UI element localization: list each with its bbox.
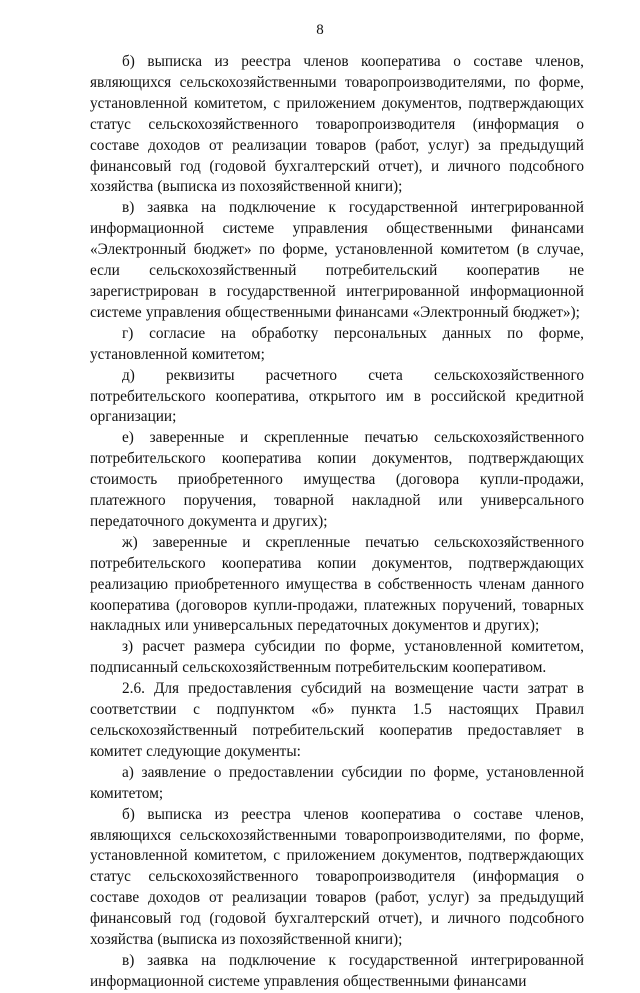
paragraph-b-member-registry-extract-repeat: б) выписка из реестра членов кооператива о составе членов, являющихся сельскохозяйственными товаропроизводителями, по форме, установленной комитетом, с приложением документов, подтверждающих статус сельскохозяйственного товаропроизводителя (информация о составе доходов от реализации товаров (работ, услуг) за предыдущий финансовый год (годовой бухгалтерский отчет), и личного подсобного хозяйства (выписка из похозяйственной книги); <box>90 805 584 949</box>
paragraph-d-bank-details: д) реквизиты расчетного счета сельскохозяйственного потребительского кооператива, открытого им в российской кредитной организации; <box>90 366 584 426</box>
paragraph-section-2-6: 2.6. Для предоставления субсидий на возмещение части затрат в соответствии с подпунктом «б» пункта 1.5 настоящих Правил сельскохозяйственный потребительский кооператив предоставляет в комитет следующие документы: <box>90 680 584 760</box>
paragraph-g-personal-data-consent: г) согласие на обработку персональных данных по форме, установленной комитетом; <box>90 324 584 363</box>
document-body <box>90 52 584 993</box>
paragraph-a-subsidy-application: а) заявление о предоставлении субсидии по форме, установленной комитетом; <box>90 763 584 802</box>
paragraph-z-subsidy-calculation: з) расчет размера субсидии по форме, установленной комитетом, подписанный сельскохозяйственным потребительским кооперативом. <box>90 638 584 677</box>
paragraph-zh-property-sale-documents: ж) заверенные и скрепленные печатью сельскохозяйственного потребительского кооператива копии документов, подтверждающих реализацию приобретенного имущества в собственность членам данного кооператива (договоров купли-продажи, платежных поручений, товарных накладных или универсальных передаточных документов и других); <box>90 533 584 635</box>
paragraph-b-member-registry-extract: б) выписка из реестра членов кооператива о составе членов, являющихся сельскохозяйственными товаропроизводителями, по форме, установленной комитетом, с приложением документов, подтверждающих статус сельскохозяйственного товаропроизводителя (информация о составе доходов от реализации товаров (работ, услуг) за предыдущий финансовый год (годовой бухгалтерский отчет), и личного подсобного хозяйства (выписка из похозяйственной книги); <box>90 53 584 196</box>
paragraph-v-electronic-budget-application: в) заявка на подключение к государственной интегрированной информационной системе управления общественными финансами «Электронный бюджет» по форме, установленной комитетом (в случае, если сельскохозяйственный потребительский кооператив не зарегистрирован в государственной интегрированной информационной системе управления общественными финансами «Электронный бюджет»); <box>90 199 584 321</box>
paragraph-e-property-cost-documents: е) заверенные и скрепленные печатью сельскохозяйственного потребительского кооператива копии документов, подтверждающих стоимость приобретенного имущества (договора купли-продажи, платежного поручения, товарной накладной или универсального передаточного документа и других); <box>90 429 584 530</box>
page-number: 8 <box>316 22 324 38</box>
paragraph-v-electronic-budget-application-repeat: в) заявка на подключение к государственной интегрированной информационной системе управления общественными финансами <box>90 951 584 990</box>
